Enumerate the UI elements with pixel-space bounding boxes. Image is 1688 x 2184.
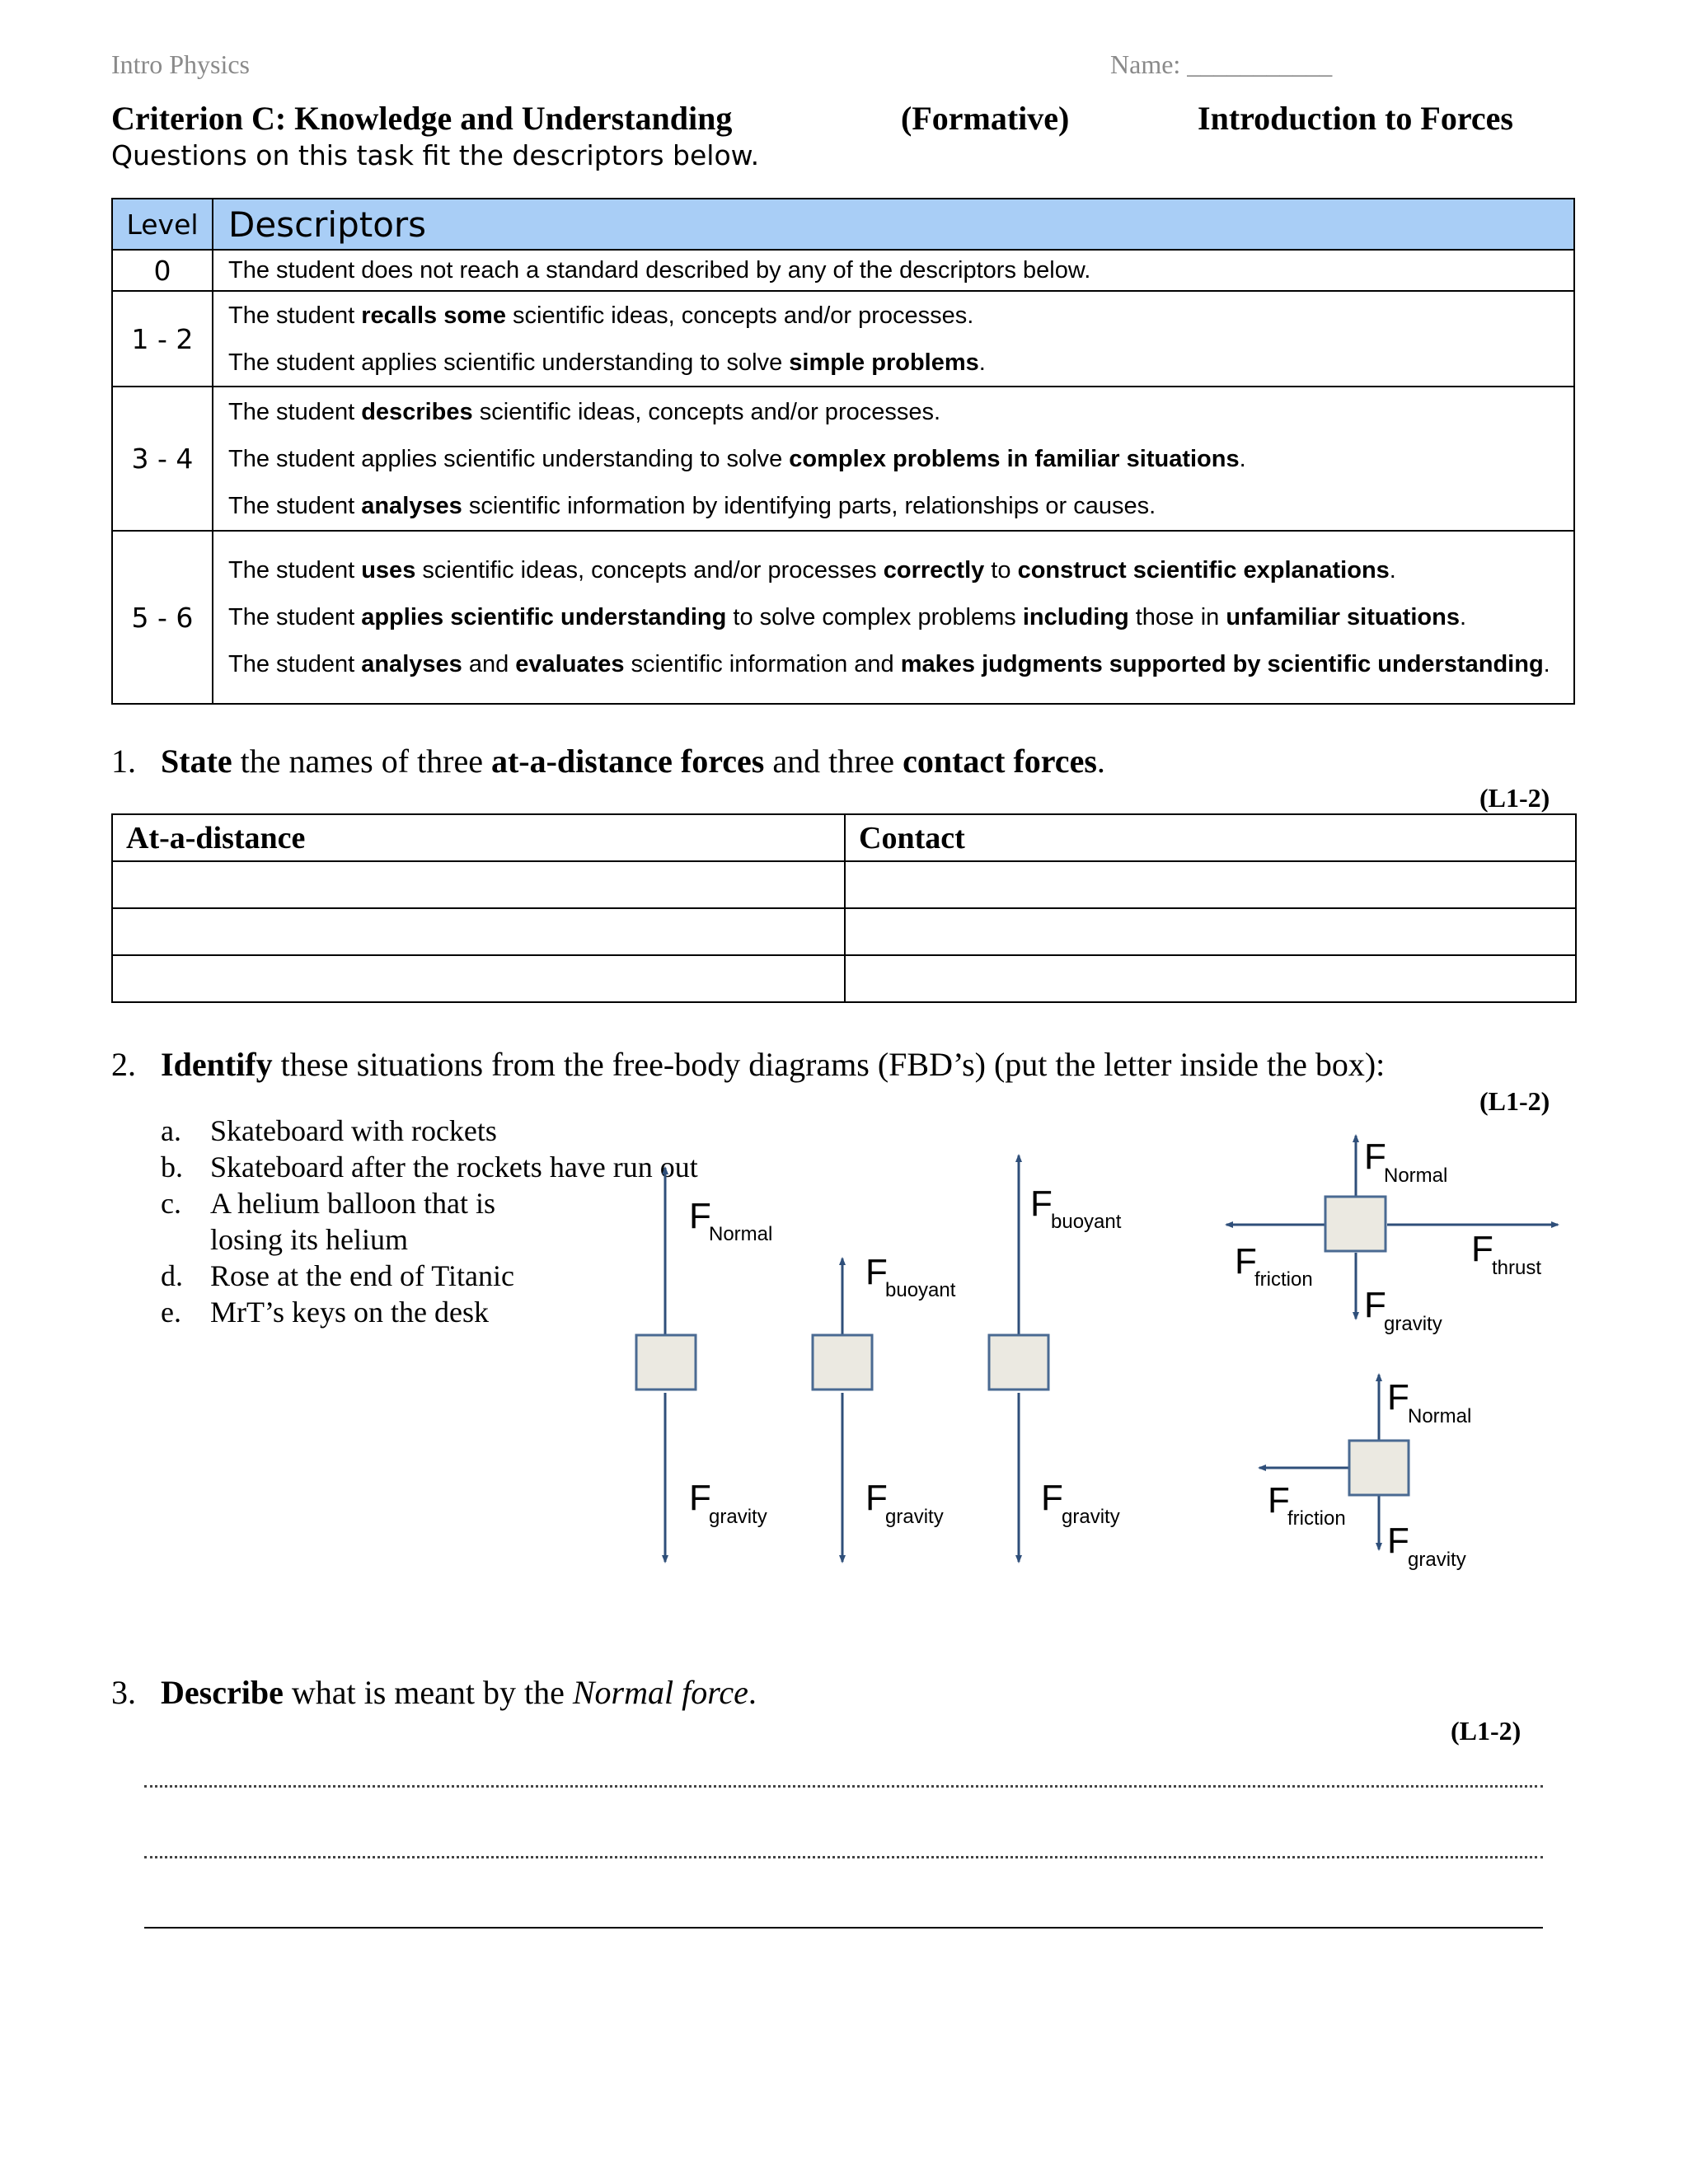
fbd-gravity-label: gravity bbox=[709, 1506, 767, 1528]
descriptor-line: The student uses scientific ideas, concepts and/or processes correctly to construct scientific explanations. bbox=[228, 557, 1396, 583]
fbd4-box bbox=[1325, 1197, 1386, 1251]
q3-number: 3. bbox=[111, 1674, 136, 1711]
q1-number: 1. bbox=[111, 743, 136, 780]
item-text: Skateboard with rockets bbox=[210, 1114, 497, 1147]
fbd-gravity-label: gravity bbox=[1062, 1506, 1120, 1528]
fbd-f-letter: F bbox=[1387, 1521, 1409, 1561]
contact-header: Contact bbox=[845, 814, 1576, 861]
fbd-gravity-label: gravity bbox=[1408, 1549, 1466, 1571]
item-text: Skateboard after the rockets have run out bbox=[210, 1151, 698, 1183]
fbd-f-letter: F bbox=[1235, 1241, 1257, 1282]
fbd-friction-label: friction bbox=[1287, 1507, 1346, 1530]
q1-level: (L1-2) bbox=[1479, 783, 1550, 813]
answer-line[interactable] bbox=[144, 1856, 1543, 1858]
fbd-f-letter: F bbox=[689, 1196, 711, 1236]
fbd-friction-label: friction bbox=[1254, 1268, 1313, 1291]
fbd5-box bbox=[1349, 1441, 1409, 1495]
fbd-f-letter: F bbox=[865, 1252, 888, 1292]
topic-title: Introduction to Forces bbox=[1198, 100, 1513, 137]
fbd-buoyant-label: buoyant bbox=[1051, 1211, 1122, 1233]
item-letter: e. bbox=[161, 1296, 181, 1329]
item-text: Rose at the end of Titanic bbox=[210, 1259, 514, 1292]
fbd-normal-label: Normal bbox=[709, 1223, 773, 1245]
fbd-f-letter: F bbox=[1471, 1229, 1493, 1269]
fbd3-box bbox=[989, 1335, 1048, 1390]
level-header: Level bbox=[112, 199, 213, 250]
fbd1-box bbox=[636, 1335, 696, 1390]
q2-text: Identify these situations from the free-body diagrams (FBD’s) (put the letter inside the box): bbox=[161, 1046, 1386, 1083]
fbd-f-letter: F bbox=[1364, 1285, 1386, 1325]
descriptors-header: Descriptors bbox=[213, 199, 1574, 250]
fbd-f-letter: F bbox=[1030, 1183, 1053, 1224]
level-cell: 1 - 2 bbox=[112, 291, 213, 387]
formative-label: (Formative) bbox=[901, 100, 1070, 137]
fbd-normal-label: Normal bbox=[1408, 1405, 1472, 1427]
fbd-f-letter: F bbox=[689, 1478, 711, 1518]
q3-text: Describe what is meant by the Normal force. bbox=[161, 1674, 757, 1711]
level-cell: 3 - 4 bbox=[112, 387, 213, 531]
item-letter: a. bbox=[161, 1114, 181, 1147]
fbd-buoyant-label: buoyant bbox=[885, 1279, 956, 1301]
at-a-distance-header: At-a-distance bbox=[112, 814, 845, 861]
fbd-normal-label: Normal bbox=[1384, 1165, 1448, 1187]
item-letter: c. bbox=[161, 1187, 181, 1220]
descriptor-line: The student applies scientific understanding to solve complex problems in familiar situations. bbox=[228, 445, 1246, 472]
fbd2-box bbox=[813, 1335, 872, 1390]
fbd-f-letter: F bbox=[1364, 1137, 1386, 1177]
item-text: MrT’s keys on the desk bbox=[210, 1296, 489, 1329]
fbd-gravity-label: gravity bbox=[885, 1506, 944, 1528]
answer-line[interactable] bbox=[144, 1927, 1543, 1929]
q1-text: State the names of three at-a-distance forces and three contact forces. bbox=[161, 743, 1105, 780]
level-cell: 0 bbox=[112, 250, 213, 291]
item-letter: d. bbox=[161, 1259, 183, 1292]
criterion-title: Criterion C: Knowledge and Understanding bbox=[111, 100, 733, 137]
course-name: Intro Physics bbox=[111, 49, 250, 79]
item-letter: b. bbox=[161, 1151, 183, 1183]
fbd-f-letter: F bbox=[1268, 1480, 1290, 1521]
descriptor-line: The student analyses scientific information by identifying parts, relationships or causes. bbox=[228, 492, 1156, 519]
descriptor-line: The student analyses and evaluates scientific information and makes judgments supported by scientific understanding. bbox=[228, 651, 1550, 677]
descriptor-line: The student does not reach a standard described by any of the descriptors below. bbox=[228, 257, 1091, 284]
subtitle: Questions on this task fit the descriptors below. bbox=[111, 139, 760, 171]
fbd-gravity-label: gravity bbox=[1384, 1313, 1442, 1335]
fbd-thrust-label: thrust bbox=[1492, 1257, 1542, 1279]
level-cell: 5 - 6 bbox=[112, 531, 213, 704]
descriptor-line: The student describes scientific ideas, concepts and/or processes. bbox=[228, 398, 941, 425]
item-text: A helium balloon that is losing its helium bbox=[210, 1187, 495, 1256]
answer-line[interactable] bbox=[144, 1785, 1543, 1788]
q2-level: (L1-2) bbox=[1479, 1086, 1550, 1116]
descriptor-line: The student recalls some scientific ideas, concepts and/or processes. bbox=[228, 302, 974, 329]
q3-level: (L1-2) bbox=[1451, 1716, 1522, 1746]
fbd-f-letter: F bbox=[865, 1478, 888, 1518]
descriptor-line: The student applies scientific understanding to solve complex problems including those in unfamiliar situations. bbox=[228, 604, 1467, 630]
fbd-f-letter: F bbox=[1041, 1478, 1063, 1518]
q2-number: 2. bbox=[111, 1046, 136, 1083]
name-field-label: Name: ___________ bbox=[1110, 49, 1333, 79]
fbd-f-letter: F bbox=[1387, 1377, 1409, 1418]
descriptor-line: The student applies scientific understanding to solve simple problems. bbox=[228, 349, 986, 376]
